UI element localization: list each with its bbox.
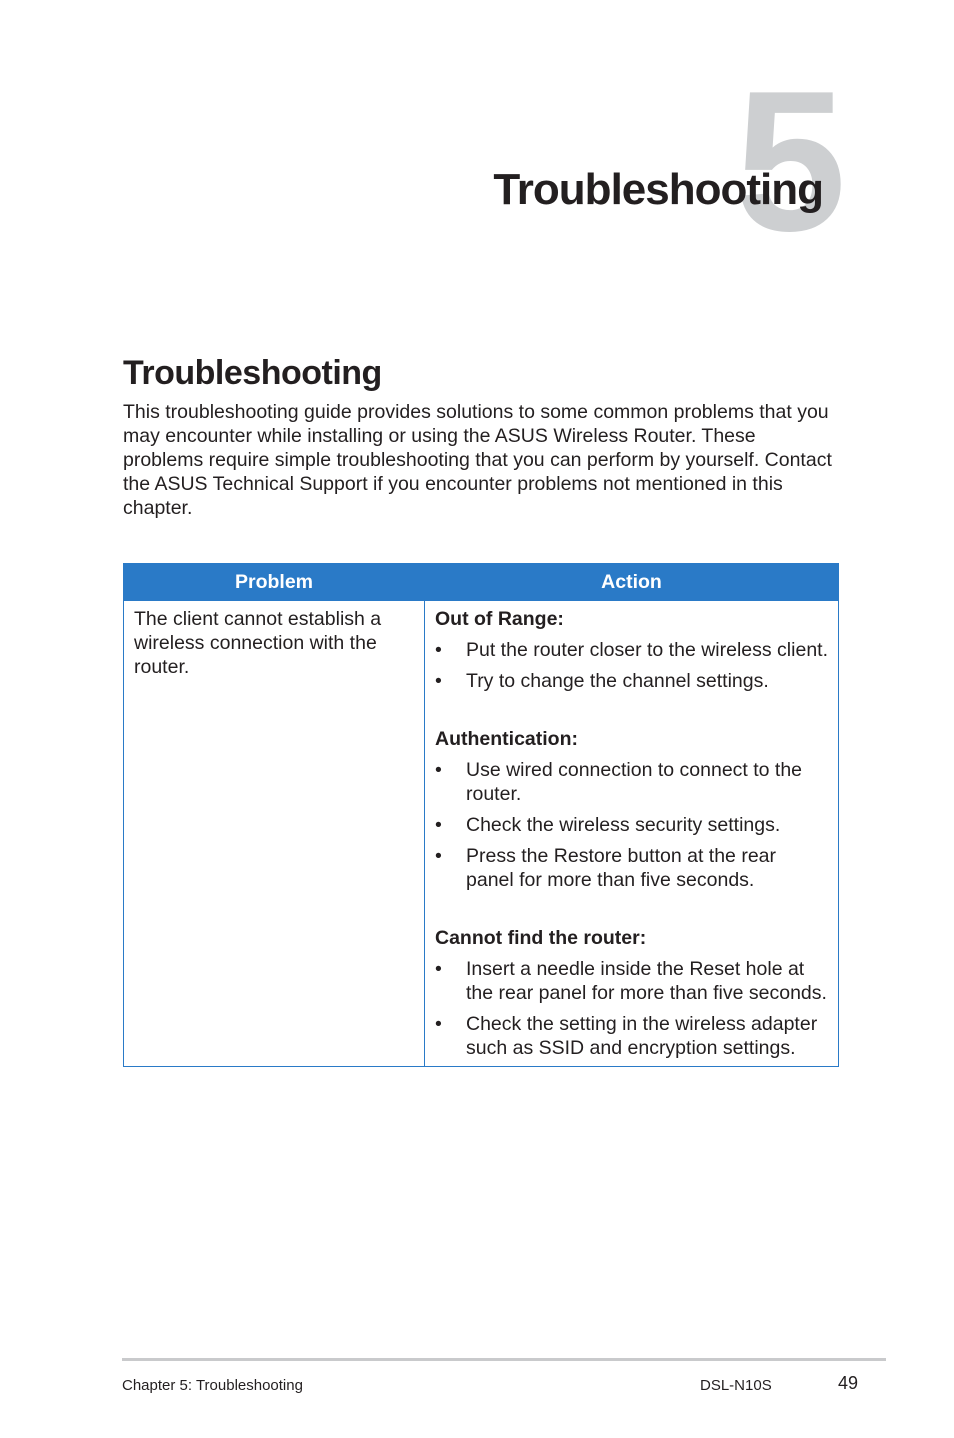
bullet: • — [435, 759, 442, 781]
list-item: • Use wired connection to connect to the router. — [435, 759, 803, 805]
action-list — [435, 638, 828, 693]
bullet: • — [435, 639, 442, 661]
problem-column-header: Problem — [124, 564, 425, 601]
action-group-cannot-find-router — [435, 926, 828, 1060]
list-item: • Check the setting in the wireless adapter such as SSID and encryption settings. — [435, 1013, 818, 1059]
action-group-heading: Cannot find the router: — [435, 927, 647, 949]
action-column-header: Action — [425, 564, 839, 601]
action-group-out-of-range — [435, 607, 828, 693]
intro-paragraph: This troubleshooting guide provides solutions to some common problems that you may encounter while installing or using the ASUS Wireless Router. These problems require simple troubleshooting that you can perform by yourself. Contact the ASUS Technical Support if you encounter problems not mentioned in this chapter. — [123, 401, 832, 519]
bullet: • — [435, 814, 442, 836]
table-row — [124, 601, 839, 1067]
footer-model-label: DSL-N10S — [700, 1377, 772, 1394]
action-group-heading: Out of Range: — [435, 608, 564, 630]
action-list — [435, 758, 828, 892]
bullet: • — [435, 1013, 442, 1035]
footer-chapter-label: Chapter 5: Troubleshooting — [122, 1377, 303, 1394]
action-group-authentication — [435, 727, 828, 892]
chapter-title: Troubleshooting — [493, 165, 823, 214]
list-item: • Try to change the channel settings. — [435, 670, 769, 692]
list-item: • Put the router closer to the wireless client. — [435, 639, 828, 661]
section-title: Troubleshooting — [123, 354, 382, 392]
action-group-heading: Authentication: — [435, 728, 578, 750]
bullet: • — [435, 845, 442, 867]
table-header-row — [124, 564, 839, 601]
problem-cell: The client cannot establish a wireless connection with the router. — [124, 601, 425, 1067]
page-number: 49 — [838, 1373, 859, 1393]
chapter-number: 5 — [735, 50, 843, 273]
bullet: • — [435, 670, 442, 692]
list-item: • Check the wireless security settings. — [435, 814, 781, 836]
list-item: • Insert a needle inside the Reset hole at the rear panel for more than five seconds. — [435, 958, 827, 1004]
list-item: • Press the Restore button at the rear panel for more than five seconds. — [435, 845, 777, 891]
action-cell — [425, 601, 839, 1067]
bullet: • — [435, 958, 442, 980]
troubleshooting-table — [123, 563, 839, 1067]
action-list — [435, 957, 828, 1060]
footer-divider — [122, 1358, 886, 1361]
